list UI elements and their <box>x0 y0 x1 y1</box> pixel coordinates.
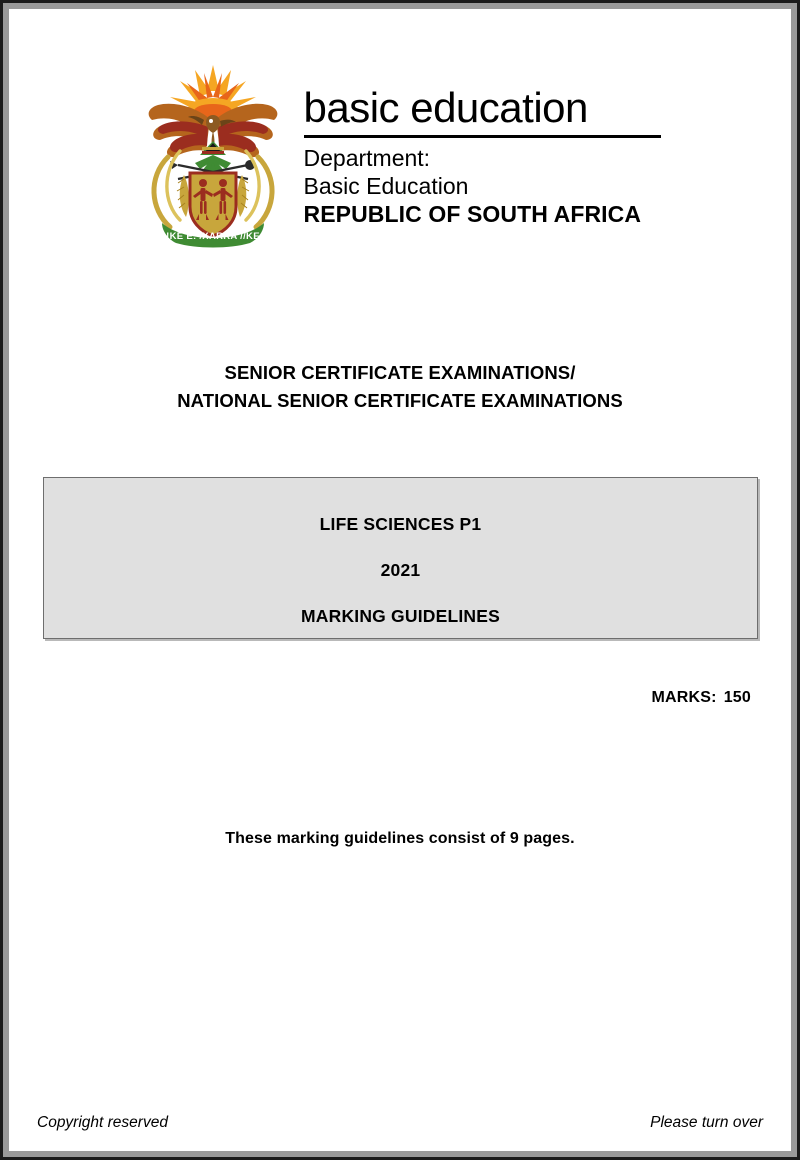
exam-title-line-2: NATIONAL SENIOR CERTIFICATE EXAMINATIONS <box>177 390 623 412</box>
page-count-note: These marking guidelines consist of 9 pages. <box>225 830 575 847</box>
exam-title <box>9 359 791 415</box>
subject-name: LIFE SCIENCES P1 <box>319 514 482 534</box>
document-header <box>9 57 791 250</box>
country-name: REPUBLIC OF SOUTH AFRICA <box>303 201 642 228</box>
department-name: Basic Education <box>303 173 469 200</box>
marks-label: MARKS: <box>651 689 717 706</box>
marks-line <box>652 689 752 707</box>
document-type: MARKING GUIDELINES <box>300 606 501 626</box>
exam-title-line-1: SENIOR CERTIFICATE EXAMINATIONS/ <box>224 362 576 383</box>
marks-value: 150 <box>723 689 751 706</box>
exam-year: 2021 <box>380 560 421 580</box>
subject-info-box <box>43 477 758 639</box>
south-african-coat-of-arms-icon <box>140 57 286 250</box>
coat-of-arms-motto: !KE E: /XARRA //KE <box>165 231 260 242</box>
footer-turn-over: Please turn over <box>650 1114 763 1131</box>
basic-education-wordmark <box>304 57 661 228</box>
page-footer <box>37 1114 763 1132</box>
wordmark-divider <box>304 135 661 138</box>
department-label: Department: <box>303 145 431 171</box>
page-sheet <box>9 9 791 1151</box>
wordmark-title: basic education <box>303 84 588 131</box>
footer-copyright: Copyright reserved <box>37 1114 168 1131</box>
